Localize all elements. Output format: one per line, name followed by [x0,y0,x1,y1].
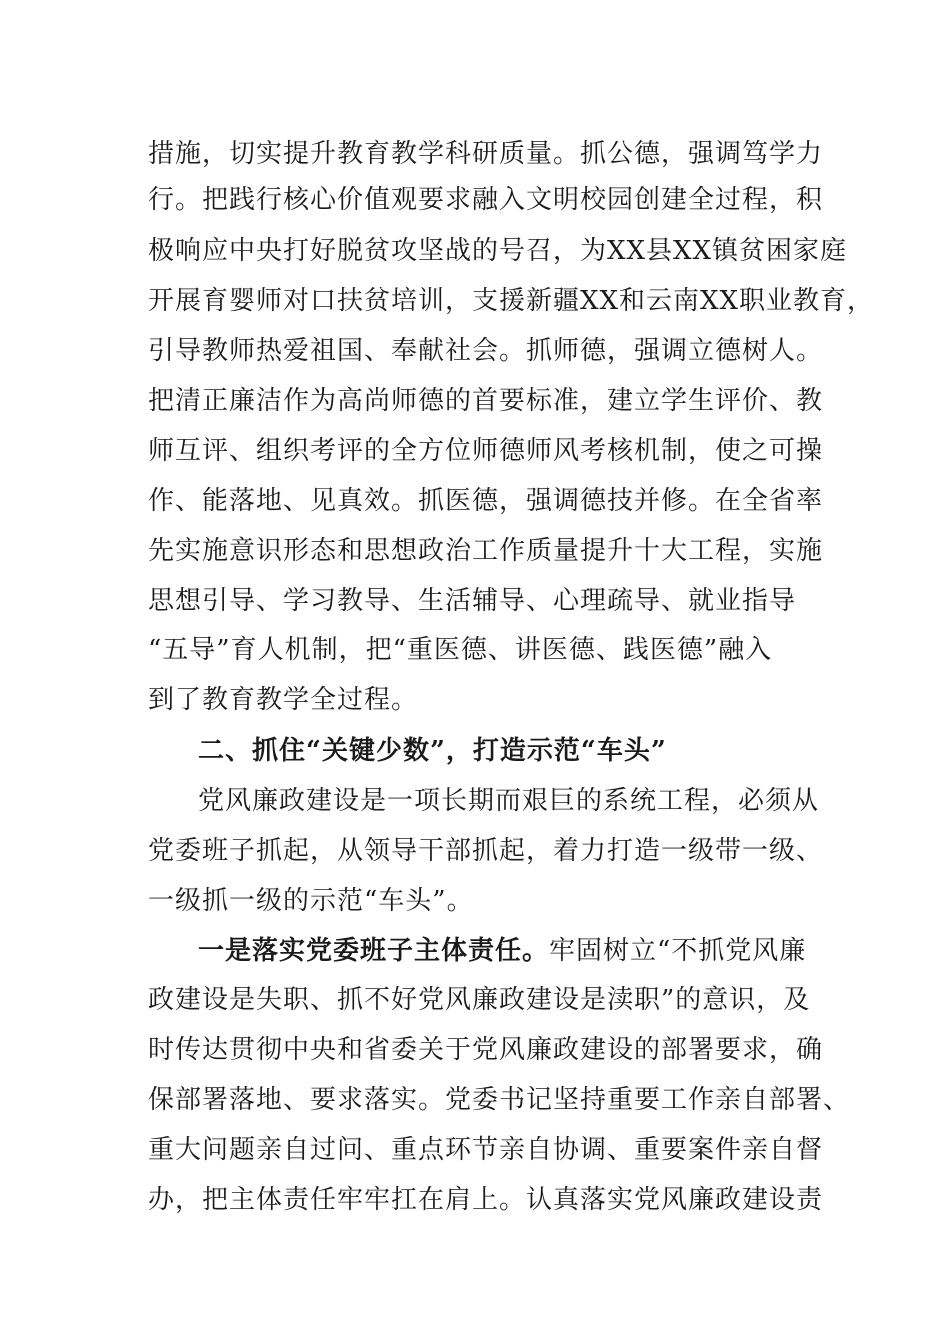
paragraph-line: 师互评、组织考评的全方位师德师风考核机制，使之可操 [148,436,824,466]
paragraph-line: 办，把主体责任牢牢扛在肩上。认真落实党风廉政建设责 [148,1185,824,1215]
paragraph-line: 保部署落地、要求落实。党委书记坚持重要工作亲自部署、 [148,1085,851,1115]
paragraph-first-line-text: 牢固树立“不抓党风廉 [549,936,807,966]
paragraph-lead: 一是落实党委班子主体责任。 [198,936,550,966]
paragraph-line: 到了教育教学全过程。 [148,685,419,715]
paragraph-line: 党委班子抓起，从领导干部抓起，着力打造一级带一级、 [148,836,824,866]
paragraph-line: 极响应中央打好脱贫攻坚战的号召，为XX县XX镇贫困家庭 [148,236,848,266]
section-heading: 二、抓住“关键少数”，打造示范“车头” [198,736,667,766]
paragraph-line: 时传达贯彻中央和省委关于党风廉政建设的部署要求，确 [148,1035,824,1065]
paragraph-line: 党风廉政建设是一项长期而艰巨的系统工程，必须从 [198,786,820,816]
paragraph-first-line [198,931,806,971]
paragraph-line: “五导”育人机制，把“重医德、讲医德、践医德”融入 [148,635,773,665]
paragraph-line: 措施，切实提升教育教学科研质量。抓公德，强调笃学力 [148,139,824,169]
paragraph-line: 作、能落地、见真效。抓医德，强调德技并修。在全省率 [148,486,824,516]
paragraph-line: 思想引导、学习教导、生活辅导、心理疏导、就业指导 [148,586,797,616]
paragraph-line: 先实施意识形态和思想政治工作质量提升十大工程，实施 [148,536,824,566]
paragraph-line: 行。把践行核心价值观要求融入文明校园创建全过程，积 [148,185,824,215]
paragraph-line: 把清正廉洁作为高尚师德的首要标准，建立学生评价、教 [148,386,824,416]
paragraph-line: 一级抓一级的示范“车头”。 [148,886,474,916]
paragraph-line: 重大问题亲自过问、重点环节亲自协调、重要案件亲自督 [148,1135,824,1165]
paragraph-line: 引导教师热爱祖国、奉献社会。抓师德，强调立德树人。 [148,336,824,366]
paragraph-line: 开展育婴师对口扶贫培训，支援新疆XX和云南XX职业教育， [148,286,875,316]
paragraph-line: 政建设是失职、抓不好党风廉政建设是渎职”的意识，及 [148,985,811,1015]
